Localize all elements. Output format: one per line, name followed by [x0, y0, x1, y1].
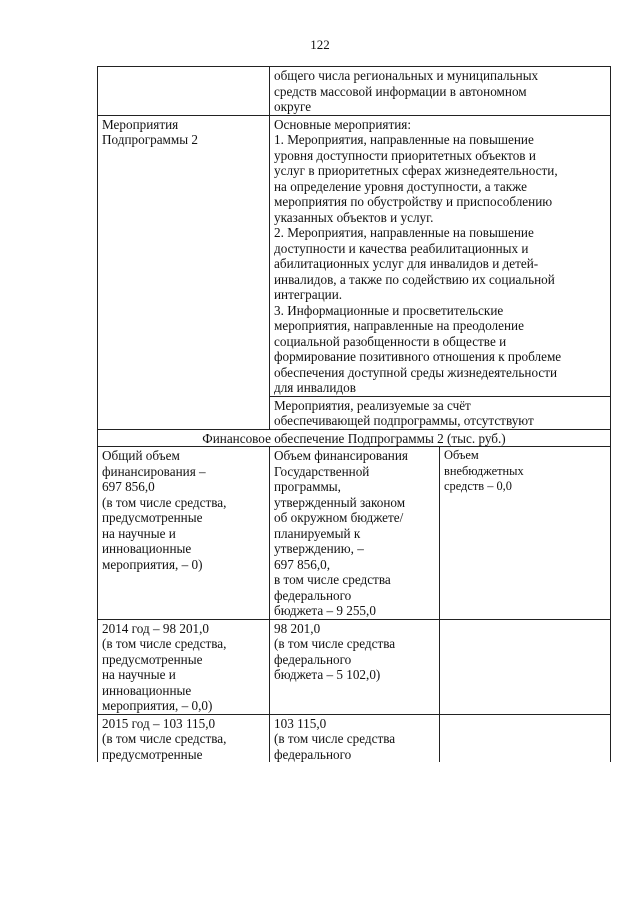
year-2015-program-cell: 103 115,0 (в том числе средства федерального	[270, 714, 440, 762]
total-financing-cell: Общий объем финансирования – 697 856,0 (в том числе средства, предусмотренные на научные и инновационные мероприятия, – 0)	[98, 447, 270, 620]
table-row-activities-main	[98, 115, 611, 396]
year-2014-extrabudgetary-cell	[440, 619, 611, 714]
continuation-text-cell: общего числа региональных и муниципальных средств массовой информации в автономном округе	[270, 67, 611, 116]
program-financing-cell: Объем финансирования Государственной программы, утвержденный законом об окружном бюджете/ планируемый к утверждению, – 697 856,0, в том числе средства федерального бюджета – 9 255,0	[270, 447, 440, 620]
year-2015-extrabudgetary-cell	[440, 714, 611, 762]
table-row-finance-header	[98, 429, 611, 447]
activities-label-cell: Мероприятия Подпрограммы 2	[98, 115, 270, 429]
subprogram-passport-table	[97, 66, 611, 762]
table-row-2015	[98, 714, 611, 762]
year-2015-total-cell: 2015 год – 103 115,0 (в том числе средства, предусмотренные	[98, 714, 270, 762]
page-number: 122	[310, 37, 330, 52]
extrabudgetary-cell: Объем внебюджетных средств – 0,0	[440, 447, 611, 620]
finance-header-cell: Финансовое обеспечение Подпрограммы 2 (тыс. руб.)	[98, 429, 611, 447]
activities-supporting-cell: Мероприятия, реализуемые за счёт обеспечивающей подпрограммы, отсутствуют	[270, 396, 611, 429]
year-2014-program-cell: 98 201,0 (в том числе средства федерального бюджета – 5 102,0)	[270, 619, 440, 714]
year-2014-total-cell: 2014 год – 98 201,0 (в том числе средства, предусмотренные на научные и инновационные мероприятия, – 0,0)	[98, 619, 270, 714]
table-row-total	[98, 447, 611, 620]
continuation-label-cell	[98, 67, 270, 116]
activities-main-cell: Основные мероприятия: 1. Мероприятия, направленные на повышение уровня доступности приоритетных объектов и услуг в приоритетных сферах жизнедеятельности, на определение уровня доступности, а также мероприятия по обустройству и приспособлению указанных объектов и услуг. 2. Мероприятия, направленные на повышение доступности и качества реабилитационных и абилитационных услуг для инвалидов и детей- инвалидов, а также по содействию их социальной интеграции. 3. Информационные и просветительские мероприятия, направленные на преодоление социальной разобщенности в обществе и формирование позитивного отношения к проблеме обеспечения доступной среды жизнедеятельности для инвалидов	[270, 115, 611, 396]
table-row-2014	[98, 619, 611, 714]
table-row-continuation	[98, 67, 611, 116]
